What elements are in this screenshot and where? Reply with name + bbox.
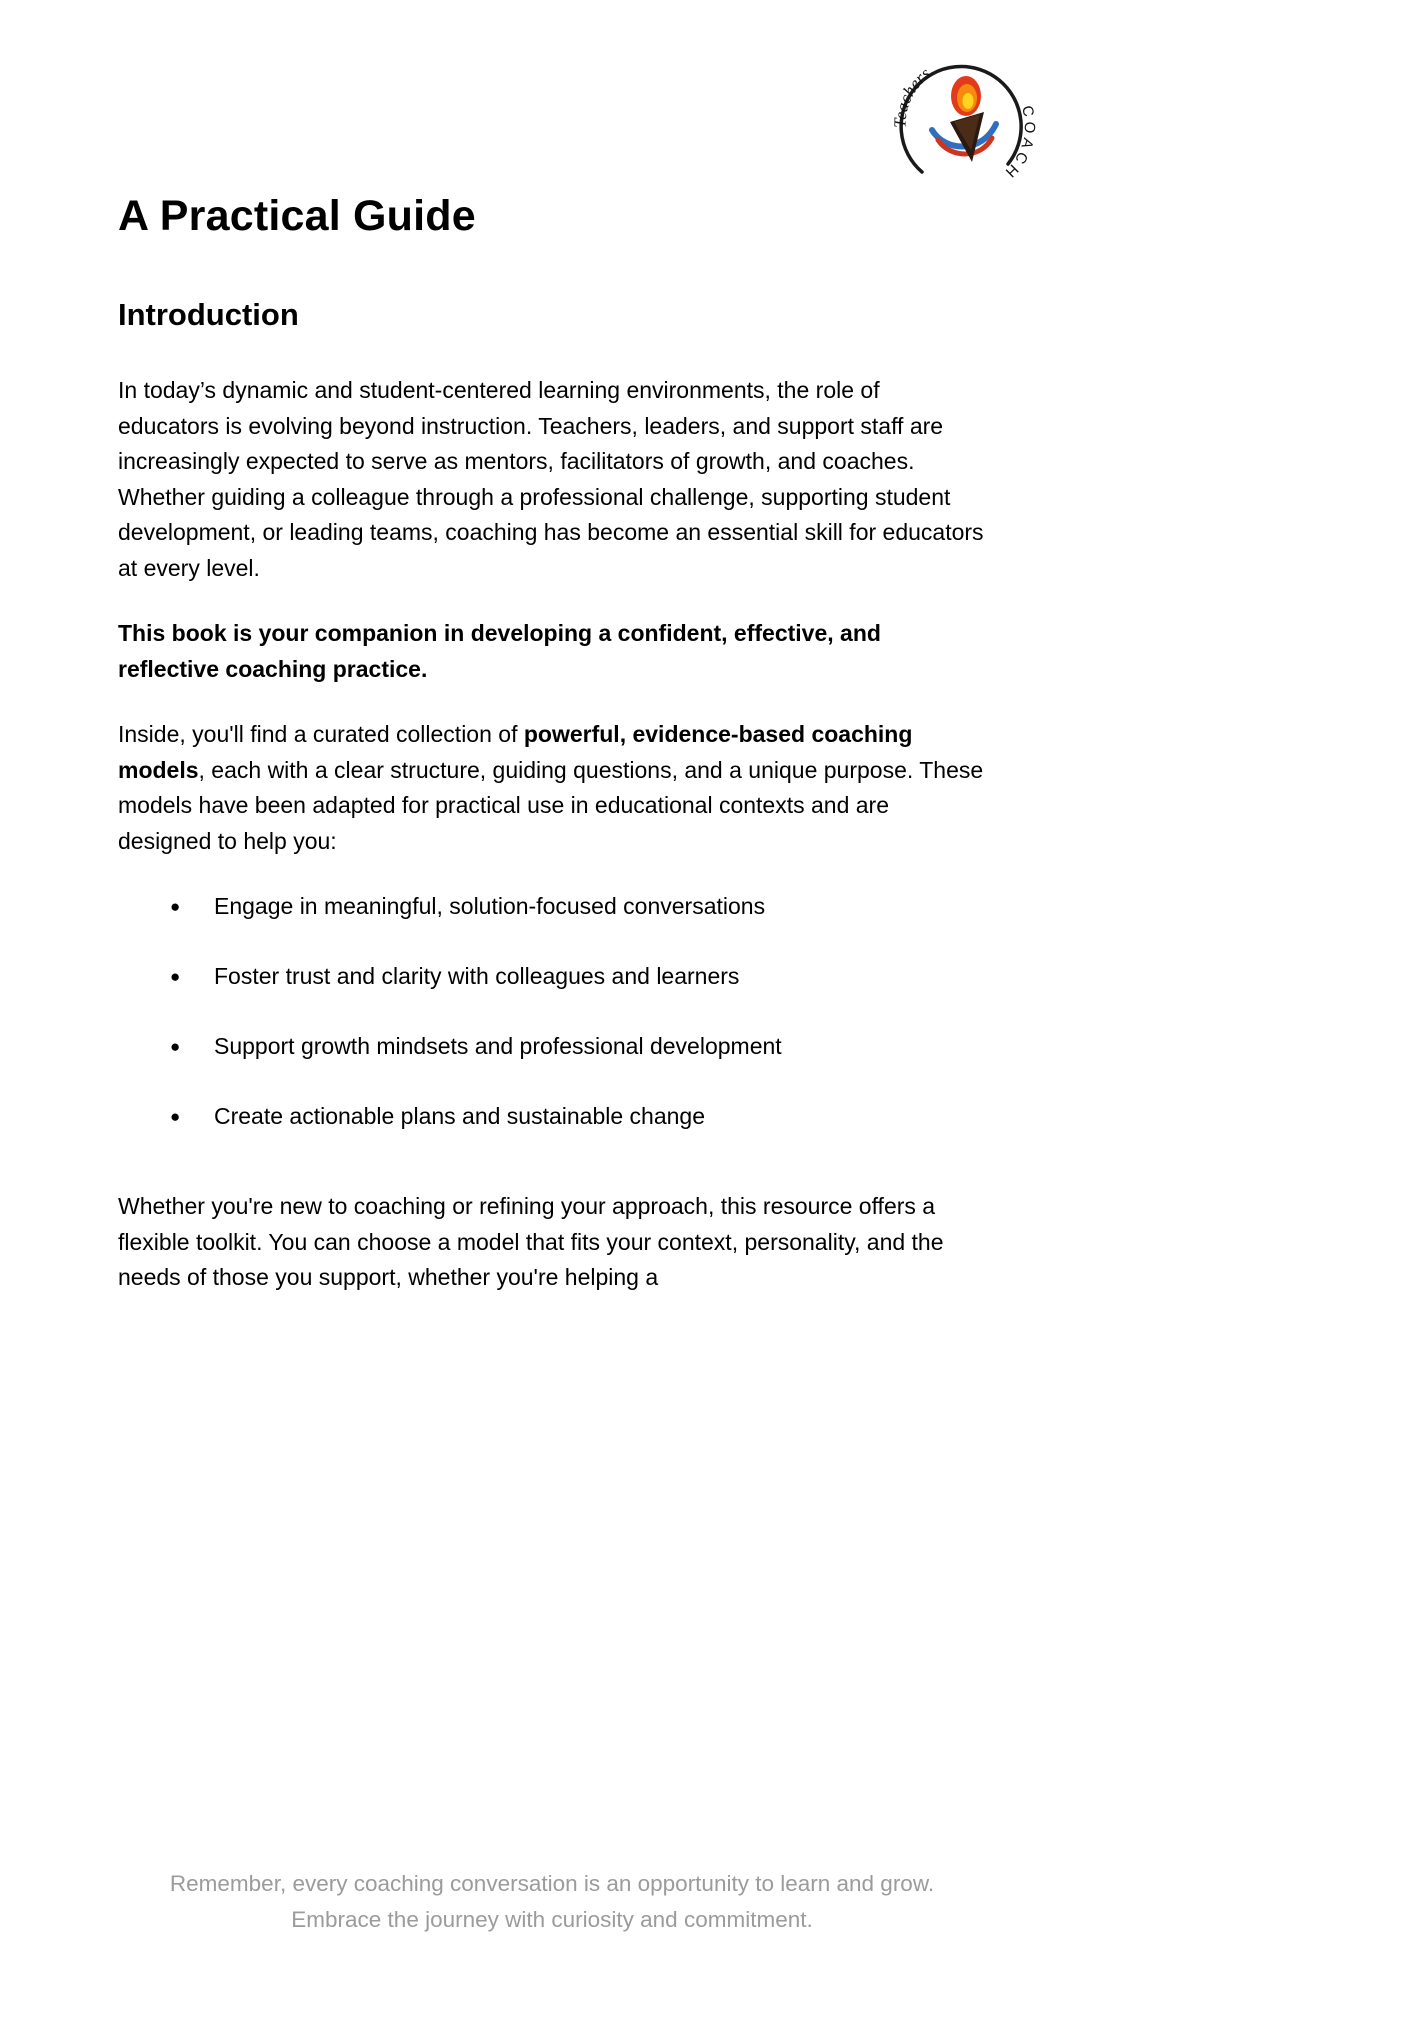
paragraph-inside: [118, 717, 986, 859]
paragraph-inside-bold: powerful, evidence-based coaching models: [118, 721, 913, 783]
list-item: [118, 1099, 986, 1134]
page-title: A Practical Guide: [118, 192, 476, 240]
teachers-coach-logo-icon: [890, 50, 1040, 200]
bullet-icon: ●: [170, 1107, 181, 1126]
logo-text-top: Teachers: [890, 63, 934, 129]
paragraph-companion: This book is your companion in developing a confident, effective, and reflective coaching practice.: [118, 620, 881, 682]
list-item-text: Foster trust and clarity with colleagues and learners: [214, 963, 740, 989]
list-item: [118, 959, 986, 994]
footer-quote-line1: Remember, every coaching conversation is an opportunity to learn and grow.: [169, 1871, 935, 1896]
bullet-icon: ●: [170, 897, 181, 916]
brand-logo: [890, 50, 1040, 200]
section-heading-introduction: Introduction: [118, 297, 299, 332]
list-item: [118, 1029, 986, 1064]
list-item-text: Create actionable plans and sustainable change: [214, 1103, 706, 1129]
logo-flame-inner: [963, 93, 974, 109]
paragraph-closing: Whether you're new to coaching or refining your approach, this resource offers a flexible toolkit. You can choose a model that fits your context, personality, and the needs of those you support, whether you're helping a: [118, 1193, 944, 1290]
footer-quote: [118, 1866, 986, 1938]
bullet-icon: ●: [170, 967, 181, 986]
footer-quote-line2: Embrace the journey with curiosity and commitment.: [291, 1907, 813, 1932]
bullet-icon: ●: [170, 1037, 181, 1056]
paragraph-inside-suffix: , each with a clear structure, guiding questions, and a unique purpose. These models have been adapted for practical use in educational contexts and are designed to help you:: [118, 756, 984, 854]
document-body: [118, 192, 986, 1326]
logo-text-right: COACH: [999, 104, 1039, 184]
benefits-list: [118, 889, 986, 1134]
paragraph-context: In today’s dynamic and student-centered learning environments, the role of educators is evolving beyond instruction. Teachers, leaders, and support staff are increasingly expected to serve as mentors, facilitators of growth, and coaches. Whether guiding a colleague through a professional challenge, supporting student development, or leading teams, coaching has become an essential skill for educators at every level.: [118, 377, 984, 581]
list-item-text: Engage in meaningful, solution-focused conversations: [214, 893, 766, 919]
paragraph-inside-prefix: Inside, you'll find a curated collection of: [118, 721, 524, 747]
list-item-text: Support growth mindsets and professional development: [214, 1033, 782, 1059]
list-item: [118, 889, 986, 924]
